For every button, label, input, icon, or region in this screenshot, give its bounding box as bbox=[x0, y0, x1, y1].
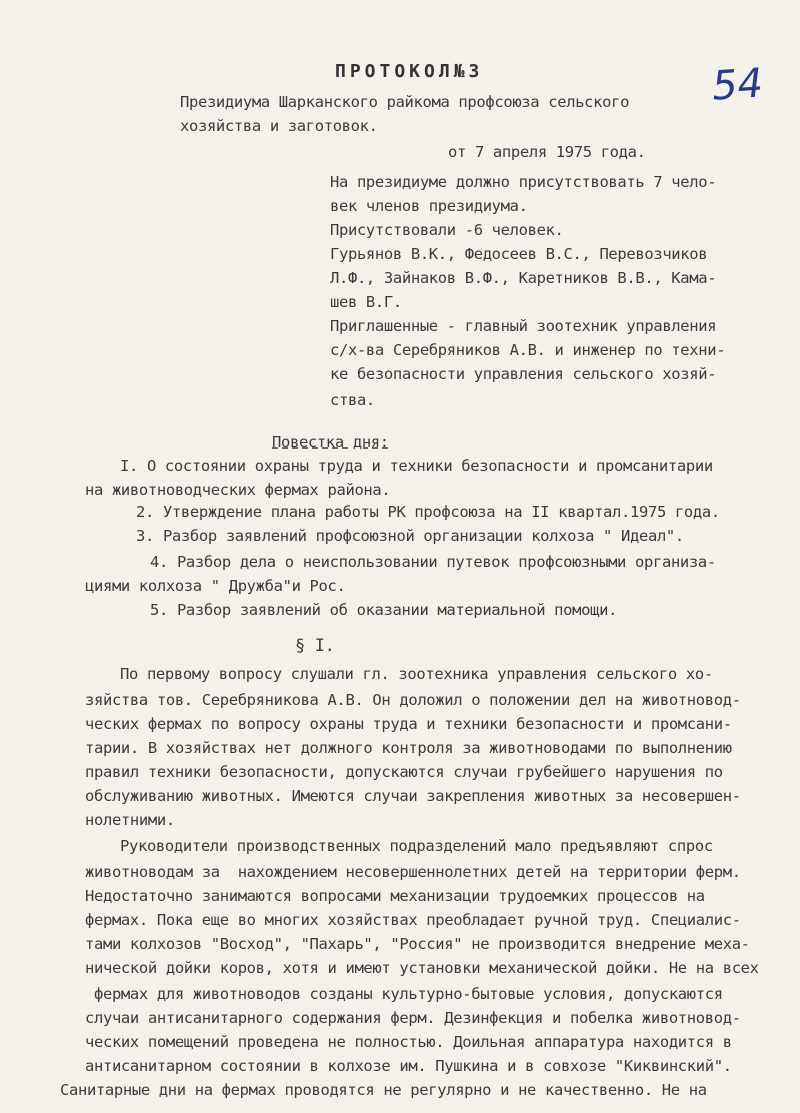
attendance-line: Гурьянов В.К., Федосеев В.С., Перевозчиков bbox=[330, 245, 708, 263]
agenda-item: 3. Разбор заявлений профсоюзной организации колхоза " Идеал". bbox=[136, 527, 684, 545]
body-line: животноводам за нахождением несовершеннолетних детей на территории ферм. bbox=[85, 863, 741, 881]
attendance-line: с/х-ва Серебряников А.В. и инженер по техни- bbox=[330, 341, 726, 359]
body-line: нолетними. bbox=[85, 811, 175, 829]
body-line: правил техники безопасности, допускаются случаи грубейшего нарушения по bbox=[85, 763, 723, 781]
body-line: По первому вопросу слушали гл. зоотехника управления сельского хо- bbox=[120, 665, 713, 683]
body-line: фермах. Пока еще во многих хозяйствах преобладает ручной труд. Специалис- bbox=[85, 911, 741, 929]
body-line: ческих фермах по вопросу охраны труда и техники безопасности и промсани- bbox=[85, 715, 732, 733]
body-line: ческих помещений проведена не полностью. Доильная аппаратура находится в bbox=[85, 1033, 732, 1051]
attendance-line: ке безопасности управления сельского хозяй- bbox=[330, 365, 717, 383]
attendance-line: век членов президиума. bbox=[330, 197, 528, 215]
agenda-item: 2. Утверждение плана работы РК профсоюза на II квартал.1975 года. bbox=[136, 503, 720, 521]
document-title: ПРОТОКОЛ№3 bbox=[335, 61, 484, 82]
attendance-line: Приглашенные - главный зоотехник управления bbox=[330, 317, 717, 335]
handwritten-page-number: 54 bbox=[710, 60, 765, 110]
document-subtitle-line-1: Президиума Шарканского райкома профсоюза сельского bbox=[180, 93, 630, 111]
attendance-line: Присутствовали -6 человек. bbox=[330, 221, 564, 239]
body-line: зяйства тов. Серебряникова А.В. Он доложил о положении дел на животновод- bbox=[85, 691, 741, 709]
agenda-title: Повестка дня: bbox=[272, 433, 389, 451]
agenda-item: 4. Разбор дела о неиспользовании путевок профсоюзными организа- bbox=[150, 553, 716, 571]
body-line: тами колхозов "Восход", "Пахарь", "Россия" не производится внедрение меха- bbox=[85, 935, 750, 953]
body-line: обслуживанию животных. Имеются случаи закрепления животных за несовершен- bbox=[85, 787, 741, 805]
section-mark: § I. bbox=[295, 636, 335, 656]
body-line: случаи антисанитарного содержания ферм. Дезинфекция и побелка животновод- bbox=[85, 1009, 741, 1027]
attendance-line: шев В.Г. bbox=[330, 293, 402, 311]
body-line: Санитарные дни на фермах проводятся не регулярно и не качественно. Не на bbox=[60, 1081, 707, 1099]
attendance-line: Л.Ф., Зайнаков В.Ф., Каретников В.В., Кама- bbox=[330, 269, 717, 287]
body-line: тарии. В хозяйствах нет должного контроля за животноводами по выполнению bbox=[85, 739, 732, 757]
body-line: фермах для животноводов созданы культурно-бытовые условия, допускаются bbox=[85, 985, 723, 1003]
document-subtitle-line-2: хозяйства и заготовок. bbox=[180, 117, 378, 135]
body-line: нической дойки коров, хотя и имеют установки механической дойки. Не на всех bbox=[85, 959, 759, 977]
agenda-item: 5. Разбор заявлений об оказании материальной помощи. bbox=[150, 601, 618, 619]
body-line: Руководители производственных подразделений мало предъявляют спрос bbox=[120, 837, 713, 855]
agenda-item: I. О состоянии охраны труда и техники безопасности и промсанитарии bbox=[120, 457, 713, 475]
body-line: антисанитарном состоянии в колхозе им. Пушкина и в совхозе "Киквинский". bbox=[85, 1057, 732, 1075]
body-line: Недостаточно занимаются вопросами механизации трудоемких процессов на bbox=[85, 887, 705, 905]
attendance-line: На президиуме должно присутствовать 7 чело- bbox=[330, 173, 717, 191]
agenda-item: циями колхоза " Дружба"и Рос. bbox=[85, 577, 346, 595]
document-date: от 7 апреля 1975 года. bbox=[448, 143, 646, 161]
attendance-line: ства. bbox=[330, 391, 375, 409]
agenda-item: на животноводческих фермах района. bbox=[85, 481, 391, 499]
